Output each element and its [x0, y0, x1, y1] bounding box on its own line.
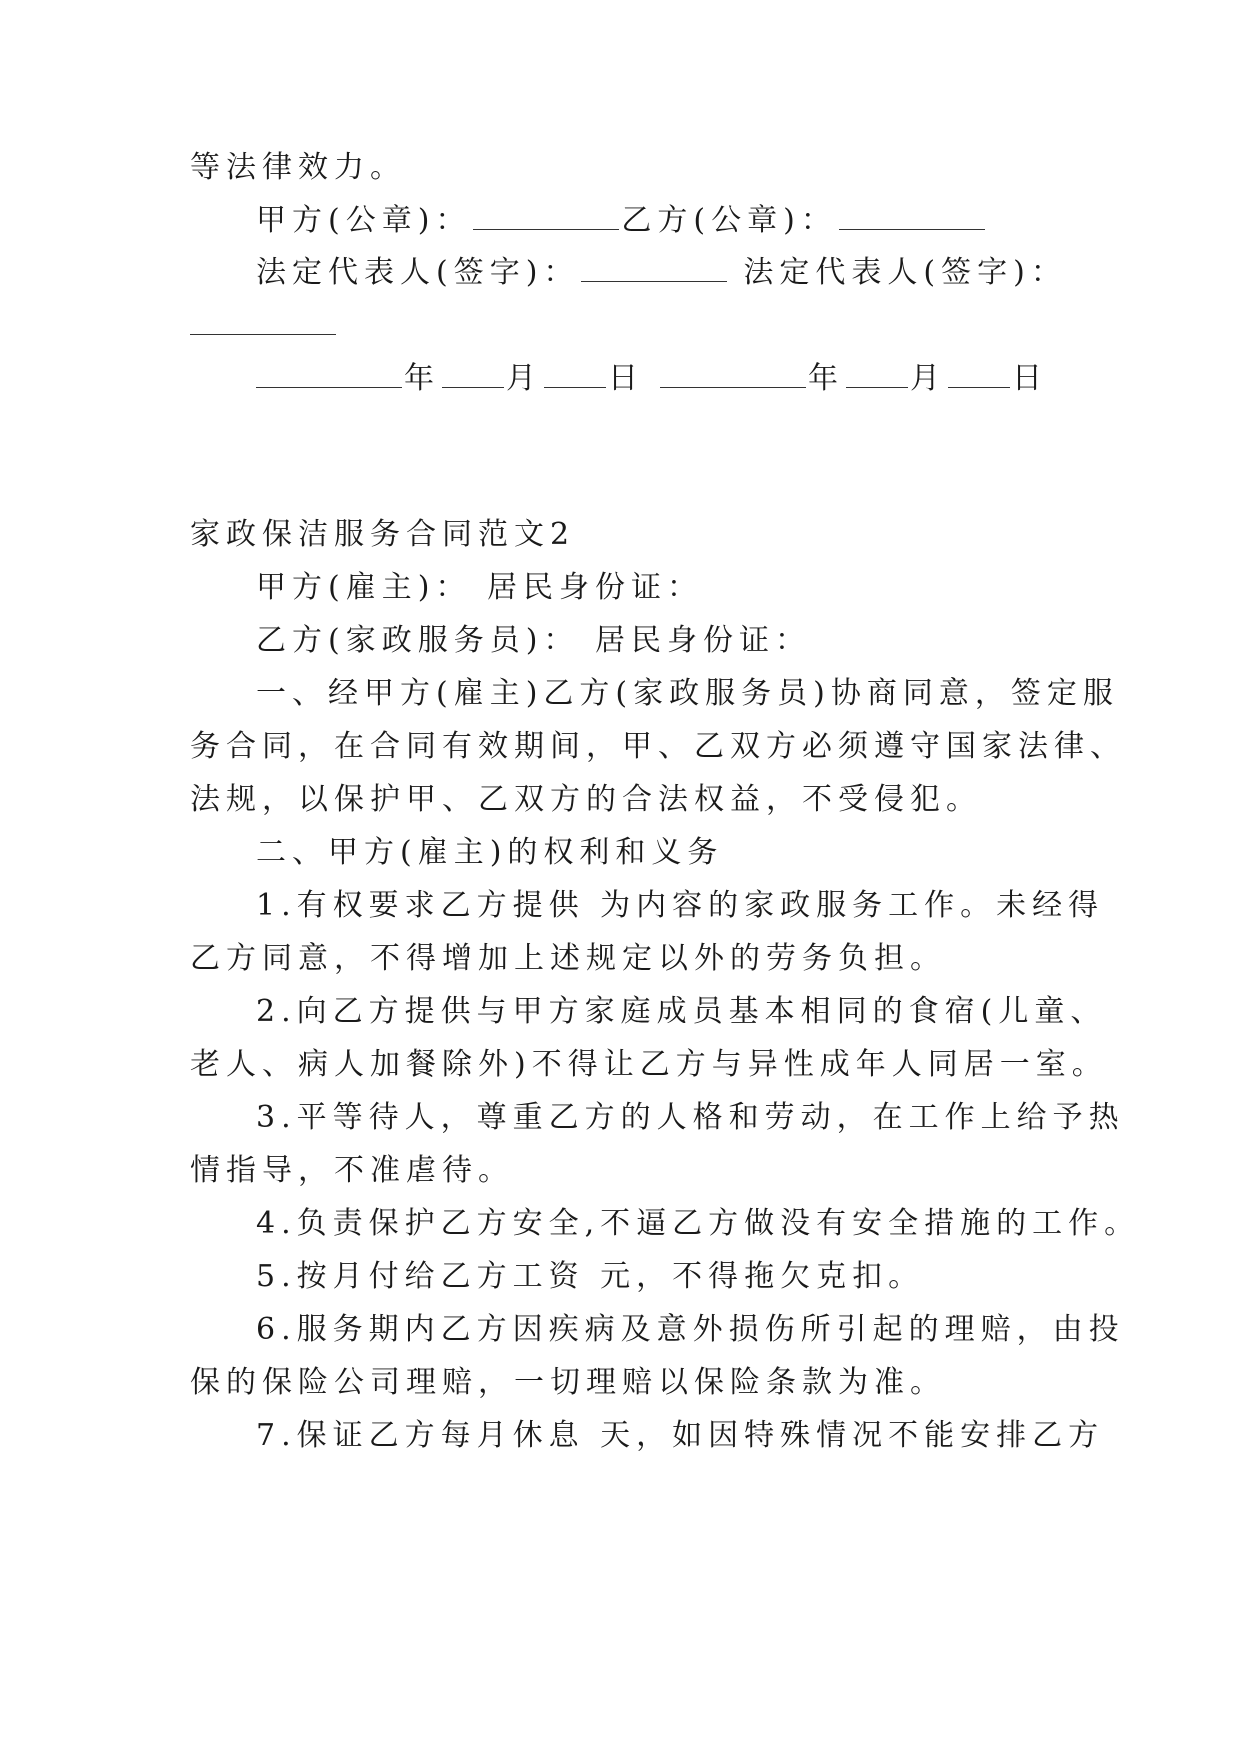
signature-rep-line	[256, 253, 1067, 293]
month-label: 月	[910, 361, 946, 396]
item-6-line: 6.服务期内乙方因疾病及意外损伤所引起的理赔，由投	[256, 1312, 1125, 1347]
item-6-line: 保的保险公司理赔，一切理赔以保险条款为准。	[190, 1365, 946, 1400]
item-3-line: 3.平等待人，尊重乙方的人格和劳动，在工作上给予热	[256, 1100, 1125, 1135]
day-label: 日	[608, 361, 644, 396]
year-label: 年	[808, 361, 844, 396]
clause-1-line: 一、经甲方(雇主)乙方(家政服务员)协商同意，签定服	[256, 676, 1119, 711]
blank-field	[846, 361, 908, 388]
section-title: 家政保洁服务合同范文2	[190, 517, 576, 552]
item-1-line: 1.有权要求乙方提供 为内容的家政服务工作。未经得	[256, 888, 1105, 923]
year-label: 年	[404, 361, 440, 396]
item-4-line: 4.负责保护乙方安全,不逼乙方做没有安全措施的工作。	[256, 1206, 1141, 1241]
blank-field	[544, 361, 606, 388]
signature-rep-blank-line	[190, 306, 338, 346]
party-b-line: 乙方(家政服务员)： 居民身份证：	[256, 623, 811, 658]
day-label: 日	[1012, 361, 1048, 396]
party-a-rep-label: 法定代表人(签字)：	[256, 255, 580, 290]
party-a-line: 甲方(雇主)： 居民身份证：	[256, 570, 703, 605]
party-b-rep-label: 法定代表人(签字)：	[743, 255, 1067, 290]
text-line: 等法律效力。	[190, 150, 406, 185]
blank-field	[256, 361, 402, 388]
blank-field	[581, 255, 727, 282]
blank-field	[660, 361, 806, 388]
item-2-line: 2.向乙方提供与甲方家庭成员基本相同的食宿(儿童、	[256, 994, 1107, 1029]
clause-1-line: 法规，以保护甲、乙双方的合法权益，不受侵犯。	[190, 782, 982, 817]
clause-1-line: 务合同，在合同有效期间，甲、乙双方必须遵守国家法律、	[190, 729, 1126, 764]
clause-2-heading: 二、甲方(雇主)的权利和义务	[256, 835, 724, 870]
item-5-line: 5.按月付给乙方工资 元，不得拖欠克扣。	[256, 1259, 925, 1294]
blank-field	[190, 308, 336, 335]
item-7-line: 7.保证乙方每月休息 天，如因特殊情况不能安排乙方	[256, 1418, 1105, 1453]
party-b-seal-label: 乙方(公章)：	[621, 203, 837, 238]
month-label: 月	[506, 361, 542, 396]
party-a-seal-label: 甲方(公章)：	[256, 203, 472, 238]
signature-seal-line	[256, 201, 987, 241]
blank-field	[839, 203, 985, 230]
blank-field	[473, 203, 619, 230]
item-1-line: 乙方同意，不得增加上述规定以外的劳务负担。	[190, 941, 946, 976]
item-3-line: 情指导，不准虐待。	[190, 1153, 514, 1188]
blank-field	[948, 361, 1010, 388]
item-2-line: 老人、病人加餐除外)不得让乙方与异性成年人同居一室。	[190, 1047, 1108, 1082]
blank-field	[442, 361, 504, 388]
date-line	[256, 359, 1048, 399]
